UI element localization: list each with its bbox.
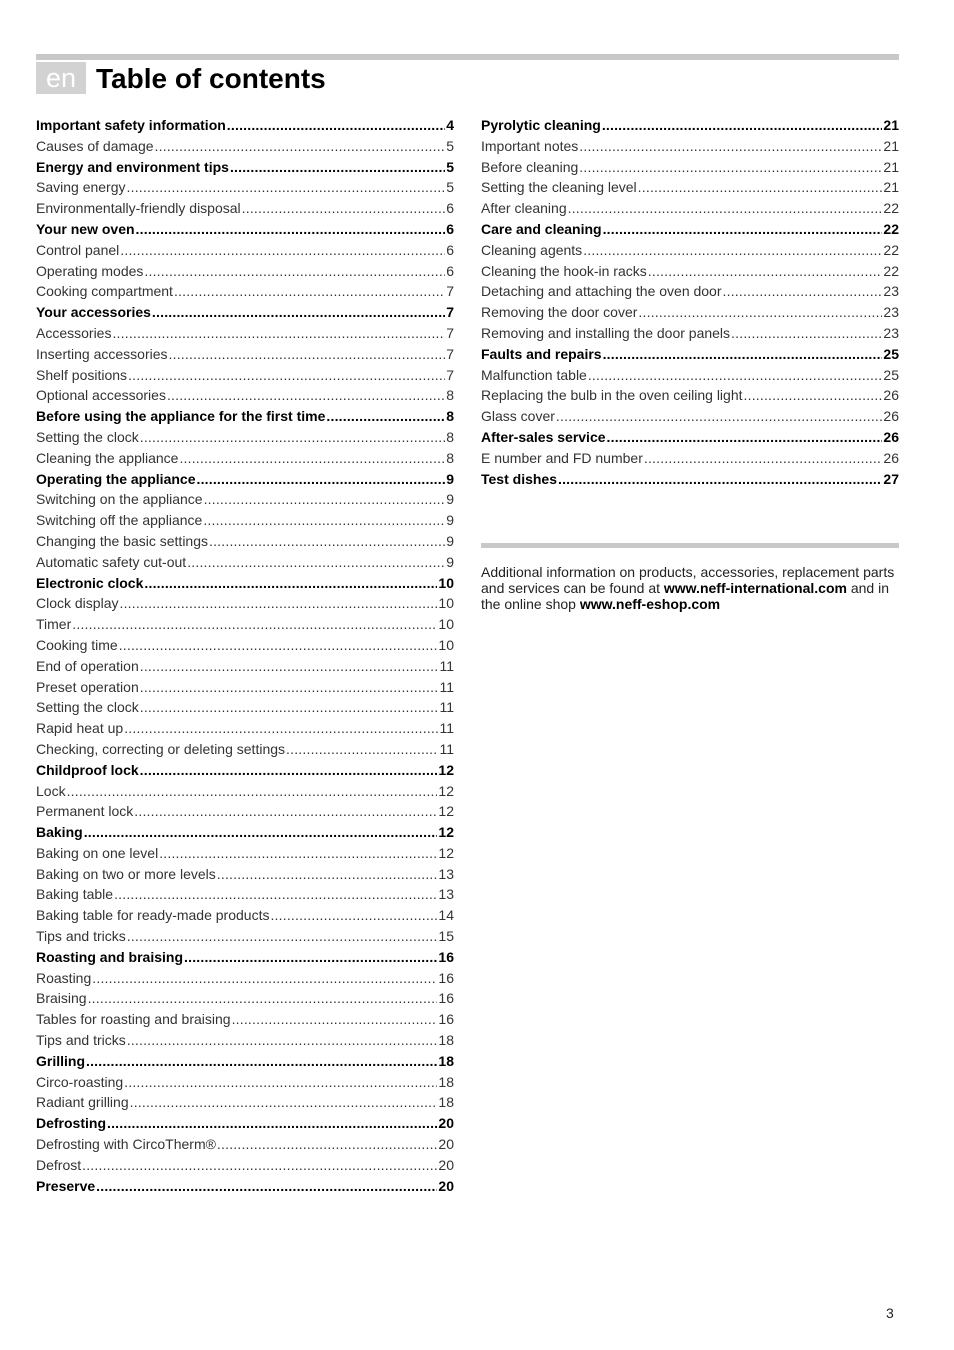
toc-section-entry[interactable]	[481, 177, 899, 198]
toc-section-entry[interactable]	[36, 843, 454, 864]
toc-leader-dots	[72, 614, 437, 635]
toc-entry-page: 7	[446, 366, 454, 383]
toc-chapter-entry[interactable]	[481, 469, 899, 490]
toc-entry-label: Control panel	[36, 241, 120, 258]
toc-entry-page: 21	[883, 158, 899, 175]
toc-entry-page: 20	[438, 1156, 454, 1173]
toc-leader-dots	[140, 677, 439, 698]
toc-entry-label: Baking table	[36, 886, 114, 903]
toc-entry-page: 6	[446, 220, 454, 237]
toc-entry-label: Malfunction table	[481, 366, 587, 383]
toc-entry-label: Important notes	[481, 137, 579, 154]
toc-entry-page: 20	[438, 1136, 454, 1153]
toc-chapter-entry[interactable]	[36, 302, 454, 323]
toc-section-entry[interactable]	[481, 240, 899, 261]
toc-entry-label: Glass cover	[481, 408, 555, 425]
toc-leader-dots	[731, 323, 882, 344]
toc-entry-page: 11	[439, 740, 454, 757]
toc-entry-label: Causes of damage	[36, 137, 154, 154]
toc-section-entry[interactable]	[36, 1072, 454, 1093]
toc-entry-page: 22	[883, 200, 899, 217]
toc-section-entry[interactable]	[36, 926, 454, 947]
toc-leader-dots	[227, 115, 445, 136]
toc-entry-label: Care and cleaning	[481, 220, 602, 237]
toc-entry-page: 22	[883, 220, 899, 237]
toc-leader-dots	[286, 739, 438, 760]
toc-leader-dots	[86, 1051, 437, 1072]
toc-entry-label: Before using the appliance for the first time	[36, 408, 326, 425]
toc-leader-dots	[140, 427, 445, 448]
toc-entry-label: Childproof lock	[36, 761, 139, 778]
toc-chapter-entry[interactable]	[36, 157, 454, 178]
toc-leader-dots	[167, 385, 445, 406]
toc-leader-dots	[134, 801, 437, 822]
toc-entry-label: Operating the appliance	[36, 470, 196, 487]
toc-section-entry[interactable]	[481, 281, 899, 302]
toc-section-entry[interactable]	[36, 281, 454, 302]
toc-leader-dots	[92, 968, 437, 989]
toc-section-entry[interactable]	[36, 1092, 454, 1113]
toc-entry-label: Faults and repairs	[481, 345, 602, 362]
toc-entry-label: Removing and installing the door panels	[481, 324, 731, 341]
toc-entry-page: 11	[439, 720, 454, 737]
toc-entry-page: 21	[883, 117, 899, 133]
toc-entry-label: Grilling	[36, 1052, 85, 1069]
toc-section-entry[interactable]	[36, 344, 454, 365]
toc-section-entry[interactable]	[481, 406, 899, 427]
toc-section-entry[interactable]	[36, 781, 454, 802]
toc-entry-page: 13	[438, 865, 454, 882]
toc-entry-page: 9	[446, 512, 454, 529]
toc-leader-dots	[723, 281, 883, 302]
toc-section-entry[interactable]	[481, 136, 899, 157]
toc-leader-dots	[588, 365, 883, 386]
toc-leader-dots	[579, 157, 882, 178]
toc-leader-dots	[270, 905, 437, 926]
toc-entry-page: 23	[883, 324, 899, 341]
toc-section-entry[interactable]	[36, 884, 454, 905]
toc-chapter-entry[interactable]	[36, 219, 454, 240]
toc-section-entry[interactable]	[36, 427, 454, 448]
toc-entry-page: 18	[438, 1032, 454, 1049]
toc-chapter-entry[interactable]	[36, 573, 454, 594]
toc-section-entry[interactable]	[36, 552, 454, 573]
toc-right-column	[481, 115, 899, 489]
toc-section-entry[interactable]	[36, 240, 454, 261]
toc-entry-label: Circo-roasting	[36, 1073, 124, 1090]
toc-section-entry[interactable]	[481, 198, 899, 219]
toc-entry-page: 8	[446, 408, 454, 425]
info-link-eshop[interactable]: www.neff-eshop.com	[579, 596, 721, 612]
toc-section-entry[interactable]	[36, 614, 454, 635]
toc-entry-label: Preserve	[36, 1177, 96, 1194]
toc-entry-label: Detaching and attaching the oven door	[481, 283, 722, 300]
toc-entry-page: 13	[438, 886, 454, 903]
toc-leader-dots	[603, 344, 883, 365]
toc-chapter-entry[interactable]	[36, 469, 454, 490]
toc-chapter-entry[interactable]	[36, 1051, 454, 1072]
toc-leader-dots	[84, 822, 438, 843]
toc-entry-page: 6	[446, 241, 454, 258]
toc-leader-dots	[203, 510, 445, 531]
toc-entry-label: E number and FD number	[481, 449, 643, 466]
toc-entry-page: 6	[446, 262, 454, 279]
toc-entry-page: 20	[438, 1177, 454, 1194]
toc-leader-dots	[136, 219, 446, 240]
toc-leader-dots	[119, 635, 438, 656]
toc-entry-page: 26	[883, 428, 899, 445]
toc-leader-dots	[127, 1030, 438, 1051]
toc-entry-page: 16	[438, 1011, 454, 1028]
toc-section-entry[interactable]	[36, 531, 454, 552]
toc-chapter-entry[interactable]	[481, 344, 899, 365]
toc-entry-page: 16	[438, 969, 454, 986]
toc-entry-page: 7	[446, 283, 454, 300]
toc-section-entry[interactable]	[481, 261, 899, 282]
toc-leader-dots	[744, 385, 883, 406]
toc-leader-dots	[174, 281, 445, 302]
toc-entry-page: 9	[446, 532, 454, 549]
toc-section-entry[interactable]	[36, 697, 454, 718]
toc-entry-label: Baking	[36, 824, 83, 841]
toc-section-entry[interactable]	[481, 448, 899, 469]
toc-entry-page: 5	[446, 158, 454, 175]
toc-entry-page: 7	[446, 345, 454, 362]
toc-section-entry[interactable]	[36, 968, 454, 989]
toc-entry-page: 10	[438, 636, 454, 653]
toc-entry-label: Pyrolytic cleaning	[481, 117, 601, 133]
toc-leader-dots	[603, 219, 883, 240]
toc-leader-dots	[112, 323, 445, 344]
toc-leader-dots	[67, 781, 438, 802]
toc-entry-label: Optional accessories	[36, 387, 166, 404]
toc-entry-label: Baking on one level	[36, 844, 159, 861]
toc-entry-label: Your accessories	[36, 304, 151, 321]
toc-leader-dots	[155, 136, 446, 157]
toc-leader-dots	[159, 843, 437, 864]
toc-leader-dots	[579, 136, 882, 157]
toc-leader-dots	[82, 1155, 437, 1176]
toc-section-entry[interactable]	[36, 656, 454, 677]
toc-entry-label: Your new oven	[36, 220, 135, 237]
toc-leader-dots	[196, 469, 445, 490]
toc-entry-label: Automatic safety cut-out	[36, 553, 187, 570]
toc-leader-dots	[558, 469, 882, 490]
toc-entry-page: 11	[439, 678, 454, 695]
toc-entry-label: Defrosting with CircoTherm®	[36, 1136, 216, 1153]
toc-section-entry[interactable]	[36, 905, 454, 926]
toc-entry-label: Saving energy	[36, 179, 126, 196]
toc-entry-page: 8	[446, 387, 454, 404]
toc-leader-dots	[114, 884, 437, 905]
toc-entry-label: Setting the clock	[36, 428, 139, 445]
toc-entry-label: Electronic clock	[36, 574, 144, 591]
toc-section-entry[interactable]	[36, 801, 454, 822]
toc-entry-page: 4	[446, 117, 454, 133]
toc-entry-label: Cooking time	[36, 636, 118, 653]
toc-leader-dots	[140, 760, 438, 781]
toc-leader-dots	[144, 573, 437, 594]
toc-leader-dots	[607, 427, 883, 448]
toc-entry-label: Cooking compartment	[36, 283, 173, 300]
toc-entry-page: 27	[883, 470, 899, 487]
toc-entry-label: Roasting and braising	[36, 948, 184, 965]
toc-leader-dots	[140, 656, 439, 677]
toc-section-entry[interactable]	[481, 302, 899, 323]
toc-entry-page: 16	[438, 990, 454, 1007]
toc-entry-page: 26	[883, 449, 899, 466]
toc-entry-page: 10	[438, 574, 454, 591]
toc-leader-dots	[124, 1072, 437, 1093]
toc-leader-dots	[119, 593, 437, 614]
toc-entry-label: Important safety information	[36, 117, 226, 133]
info-link-international[interactable]: www.neff-international.com	[663, 580, 847, 596]
toc-entry-label: Accessories	[36, 324, 112, 341]
toc-chapter-entry[interactable]	[481, 219, 899, 240]
toc-entry-label: Operating modes	[36, 262, 144, 279]
toc-entry-page: 12	[438, 803, 454, 820]
toc-section-entry[interactable]	[481, 157, 899, 178]
toc-section-entry[interactable]	[36, 385, 454, 406]
toc-entry-label: Test dishes	[481, 470, 557, 487]
toc-entry-label: Removing the door cover	[481, 304, 638, 321]
toc-entry-page: 18	[438, 1073, 454, 1090]
page-number: 3	[886, 1305, 894, 1321]
additional-info	[481, 564, 899, 612]
toc-leader-dots	[127, 926, 438, 947]
toc-section-entry[interactable]	[36, 489, 454, 510]
toc-entry-page: 5	[446, 137, 454, 154]
toc-chapter-entry[interactable]	[36, 406, 454, 427]
toc-leader-dots	[152, 302, 445, 323]
toc-leader-dots	[107, 1113, 437, 1134]
toc-entry-page: 10	[438, 616, 454, 633]
toc-entry-page: 9	[446, 491, 454, 508]
toc-entry-label: Roasting	[36, 969, 92, 986]
toc-leader-dots	[648, 261, 883, 282]
toc-entry-page: 21	[883, 137, 899, 154]
toc-leader-dots	[644, 448, 883, 469]
toc-section-entry[interactable]	[36, 323, 454, 344]
toc-chapter-entry[interactable]	[36, 947, 454, 968]
toc-leader-dots	[232, 1009, 438, 1030]
toc-leader-dots	[209, 531, 445, 552]
toc-entry-label: Cleaning agents	[481, 241, 583, 258]
toc-entry-page: 9	[446, 553, 454, 570]
toc-leader-dots	[128, 365, 445, 386]
toc-section-entry[interactable]	[36, 988, 454, 1009]
toc-section-entry[interactable]	[36, 739, 454, 760]
toc-section-entry[interactable]	[36, 593, 454, 614]
toc-entry-page: 16	[438, 948, 454, 965]
toc-entry-page: 11	[439, 657, 454, 674]
toc-entry-page: 25	[883, 366, 899, 383]
toc-leader-dots	[602, 115, 883, 136]
toc-entry-label: Setting the cleaning level	[481, 179, 637, 196]
toc-section-entry[interactable]	[36, 635, 454, 656]
toc-entry-page: 26	[883, 408, 899, 425]
toc-entry-page: 26	[883, 387, 899, 404]
toc-section-entry[interactable]	[481, 385, 899, 406]
toc-leader-dots	[179, 448, 445, 469]
toc-entry-label: Environmentally-friendly disposal	[36, 200, 241, 217]
toc-chapter-entry[interactable]	[36, 1113, 454, 1134]
toc-entry-label: Cleaning the hook-in racks	[481, 262, 647, 279]
toc-leader-dots	[230, 157, 445, 178]
toc-leader-dots	[638, 177, 883, 198]
toc-entry-label: Changing the basic settings	[36, 532, 208, 549]
toc-entry-label: Timer	[36, 616, 72, 633]
toc-leader-dots	[583, 240, 882, 261]
page-title: Table of contents	[96, 63, 326, 94]
toc-chapter-entry[interactable]	[36, 115, 454, 136]
toc-entry-page: 25	[883, 345, 899, 362]
toc-entry-label: Preset operation	[36, 678, 139, 695]
toc-leader-dots	[184, 947, 437, 968]
toc-leader-dots	[568, 198, 883, 219]
toc-entry-page: 22	[883, 241, 899, 258]
toc-entry-page: 6	[446, 200, 454, 217]
toc-leader-dots	[130, 1092, 438, 1113]
toc-entry-label: Before cleaning	[481, 158, 579, 175]
toc-entry-page: 12	[438, 824, 454, 841]
toc-entry-page: 14	[438, 907, 454, 924]
toc-entry-page: 7	[446, 324, 454, 341]
toc-section-entry[interactable]	[36, 1030, 454, 1051]
toc-leader-dots	[242, 198, 446, 219]
toc-section-entry[interactable]	[36, 510, 454, 531]
toc-chapter-entry[interactable]	[36, 1176, 454, 1197]
toc-entry-page: 22	[883, 262, 899, 279]
toc-entry-page: 23	[883, 283, 899, 300]
toc-entry-label: Lock	[36, 782, 66, 799]
toc-entry-label: Shelf positions	[36, 366, 128, 383]
toc-chapter-entry[interactable]	[36, 760, 454, 781]
toc-entry-page: 9	[446, 470, 454, 487]
toc-section-entry[interactable]	[36, 1009, 454, 1030]
toc-entry-label: Inserting accessories	[36, 345, 168, 362]
toc-entry-label: Defrosting	[36, 1115, 106, 1132]
toc-leader-dots	[204, 489, 446, 510]
toc-leader-dots	[140, 697, 439, 718]
toc-leader-dots	[88, 988, 438, 1009]
info-text-2: and in the online shop	[481, 580, 889, 612]
toc-entry-label: Setting the clock	[36, 699, 139, 716]
toc-leader-dots	[96, 1176, 437, 1197]
toc-entry-label: Energy and environment tips	[36, 158, 229, 175]
toc-leader-dots	[127, 177, 446, 198]
toc-entry-label: Braising	[36, 990, 87, 1007]
toc-entry-label: Radiant grilling	[36, 1094, 129, 1111]
toc-leader-dots	[326, 406, 445, 427]
toc-entry-label: Checking, correcting or deleting settings	[36, 740, 286, 757]
toc-section-entry[interactable]	[36, 448, 454, 469]
toc-section-entry[interactable]	[481, 323, 899, 344]
toc-entry-page: 21	[883, 179, 899, 196]
toc-section-entry[interactable]	[36, 365, 454, 386]
toc-entry-label: After cleaning	[481, 200, 567, 217]
toc-entry-label: Defrost	[36, 1156, 82, 1173]
toc-entry-page: 18	[438, 1052, 454, 1069]
toc-entry-page: 15	[438, 928, 454, 945]
info-text-1: Additional information on products, accessories, replacement parts and services can be found at	[481, 564, 895, 596]
toc-entry-label: Replacing the bulb in the oven ceiling light	[481, 387, 743, 404]
toc-entry-page: 7	[446, 304, 454, 321]
toc-entry-page: 12	[438, 782, 454, 799]
toc-entry-label: Switching off the appliance	[36, 512, 203, 529]
toc-leader-dots	[556, 406, 883, 427]
toc-entry-page: 18	[438, 1094, 454, 1111]
toc-leader-dots	[169, 344, 446, 365]
toc-section-entry[interactable]	[36, 177, 454, 198]
toc-left-column	[36, 115, 454, 1196]
toc-leader-dots	[217, 864, 438, 885]
toc-entry-page: 11	[439, 699, 454, 716]
toc-entry-page: 12	[438, 844, 454, 861]
toc-entry-label: Clock display	[36, 595, 119, 612]
toc-entry-label: End of operation	[36, 657, 139, 674]
toc-entry-page: 8	[446, 449, 454, 466]
toc-entry-page: 5	[446, 179, 454, 196]
toc-entry-label: Tables for roasting and braising	[36, 1011, 231, 1028]
toc-chapter-entry[interactable]	[36, 822, 454, 843]
toc-leader-dots	[638, 302, 882, 323]
toc-entry-label: Rapid heat up	[36, 720, 124, 737]
toc-section-entry[interactable]	[36, 136, 454, 157]
toc-section-entry[interactable]	[481, 365, 899, 386]
toc-section-entry[interactable]	[36, 1155, 454, 1176]
toc-entry-page: 20	[438, 1115, 454, 1132]
toc-entry-label: Tips and tricks	[36, 1032, 126, 1049]
toc-entry-page: 10	[438, 595, 454, 612]
toc-section-entry[interactable]	[36, 198, 454, 219]
info-rule	[481, 543, 899, 548]
toc-section-entry[interactable]	[36, 864, 454, 885]
toc-leader-dots	[217, 1134, 438, 1155]
toc-chapter-entry[interactable]	[481, 427, 899, 448]
toc-leader-dots	[187, 552, 445, 573]
toc-entry-page: 12	[438, 761, 454, 778]
toc-entry-label: Switching on the appliance	[36, 491, 203, 508]
toc-entry-label: Tips and tricks	[36, 928, 126, 945]
toc-chapter-entry[interactable]	[481, 115, 899, 136]
toc-leader-dots	[124, 718, 438, 739]
toc-leader-dots	[120, 240, 445, 261]
toc-section-entry[interactable]	[36, 677, 454, 698]
toc-section-entry[interactable]	[36, 261, 454, 282]
toc-section-entry[interactable]	[36, 1134, 454, 1155]
toc-entry-label: Cleaning the appliance	[36, 449, 179, 466]
language-badge: en	[36, 62, 86, 94]
toc-entry-label: Permanent lock	[36, 803, 134, 820]
toc-entry-label: After-sales service	[481, 428, 606, 445]
toc-entry-page: 23	[883, 304, 899, 321]
toc-section-entry[interactable]	[36, 718, 454, 739]
toc-entry-label: Baking on two or more levels	[36, 865, 216, 882]
toc-entry-label: Baking table for ready-made products	[36, 907, 270, 924]
toc-entry-page: 8	[446, 428, 454, 445]
toc-leader-dots	[144, 261, 445, 282]
